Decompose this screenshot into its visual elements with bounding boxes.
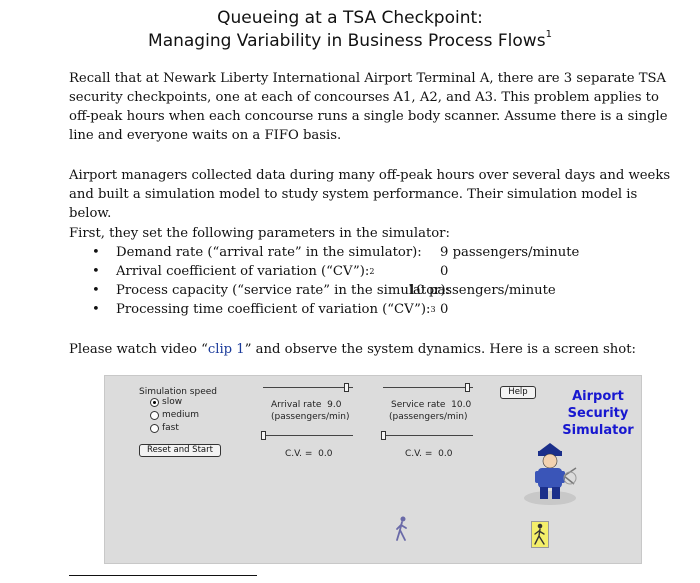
document-title-line2: [0, 31, 700, 51]
arrival-cv-label: C.V. = 0.0: [285, 449, 333, 459]
paragraph-simulation: Airport managers collected data during many off-peak hours over several days and weeks and built a simulation model to study system performance. Their simulation model is below.: [69, 168, 671, 221]
speed-radio-medium[interactable]: [150, 411, 159, 420]
service-cv-value: 0.0: [438, 449, 453, 459]
help-button[interactable]: Help: [500, 386, 536, 399]
speed-option-fast: fast: [162, 423, 179, 433]
parameter-label: Processing time coefficient of variation (“CV”):$^3$: [116, 302, 436, 317]
simulator-screenshot: [104, 375, 642, 564]
paragraph-watch-video: [69, 340, 671, 359]
paragraph-parameters-intro: First, they set the following parameters in the simulator:: [69, 226, 450, 241]
arrival-cv-value: 0.0: [318, 449, 333, 459]
security-officer-icon: [520, 440, 580, 506]
bullet-icon: •: [92, 264, 100, 279]
passenger-being-screened-icon: [532, 522, 548, 547]
service-cv-slider-thumb[interactable]: [381, 431, 386, 440]
speed-radio-fast[interactable]: [150, 424, 159, 433]
parameter-value: 9 passengers/minute: [440, 245, 580, 260]
airport-security-simulator-title: Airport Security Simulator: [562, 389, 634, 438]
service-rate-slider-thumb[interactable]: [465, 383, 470, 392]
walking-passenger-icon: [394, 516, 410, 542]
service-rate-slider-track: [383, 387, 473, 388]
service-rate-label: Service rate 10.0: [391, 400, 472, 410]
clip-1-link[interactable]: clip 1: [207, 342, 245, 357]
title-line2-text: Managing Variability in Business Process Flows: [148, 31, 546, 51]
service-rate-value: 10.0: [451, 400, 472, 410]
reset-and-start-button[interactable]: Reset and Start: [139, 444, 221, 457]
speed-option-medium: medium: [162, 410, 199, 420]
passenger-in-service-box: [531, 521, 549, 548]
parameter-label: Arrival coefficient of variation (“CV”):$^2$: [116, 264, 375, 279]
arrival-rate-slider-thumb[interactable]: [344, 383, 349, 392]
paragraph-intro: Recall that at Newark Liberty International Airport Terminal A, there are 3 separate TSA security checkpoints, one at each of concourses A1, A2, and A3. This problem applies to off-peak hours when each concourse runs a single body scanner. Assume there is a single line and everyone waits on a FIFO basis.: [69, 71, 668, 143]
title-footnote-mark: 1: [545, 29, 552, 40]
arrival-rate-slider-track: [263, 387, 353, 388]
parameter-value: 0: [440, 264, 449, 279]
service-cv-slider-track: [383, 435, 473, 436]
bullet-icon: •: [92, 283, 100, 298]
arrival-cv-slider-thumb[interactable]: [261, 431, 266, 440]
arrival-rate-label: Arrival rate 9.0: [271, 400, 342, 410]
arrival-rate-value: 9.0: [327, 400, 342, 410]
footnote-separator: [69, 575, 257, 576]
parameter-value: 0: [440, 302, 449, 317]
p4-text-after: ” and observe the system dynamics. Here is a screen shot:: [244, 342, 636, 357]
speed-radio-slow[interactable]: [150, 398, 159, 407]
parameter-label: Demand rate (“arrival rate” in the simulator):: [116, 245, 422, 260]
bullet-icon: •: [92, 302, 100, 317]
service-cv-label: C.V. = 0.0: [405, 449, 453, 459]
service-units-label: (passengers/min): [389, 412, 468, 422]
parameter-value: 10 passengers/minute: [408, 283, 556, 298]
simulation-speed-label: Simulation speed: [139, 387, 217, 397]
document-title-line1: Queueing at a TSA Checkpoint:: [217, 8, 483, 28]
bullet-icon: •: [92, 245, 100, 260]
arrival-cv-slider-track: [263, 435, 353, 436]
speed-option-slow: slow: [162, 397, 183, 407]
p4-text-before: Please watch video “: [69, 342, 208, 357]
arrival-units-label: (passengers/min): [271, 412, 350, 422]
parameter-label: Process capacity (“service rate” in the simulator):: [116, 283, 451, 298]
